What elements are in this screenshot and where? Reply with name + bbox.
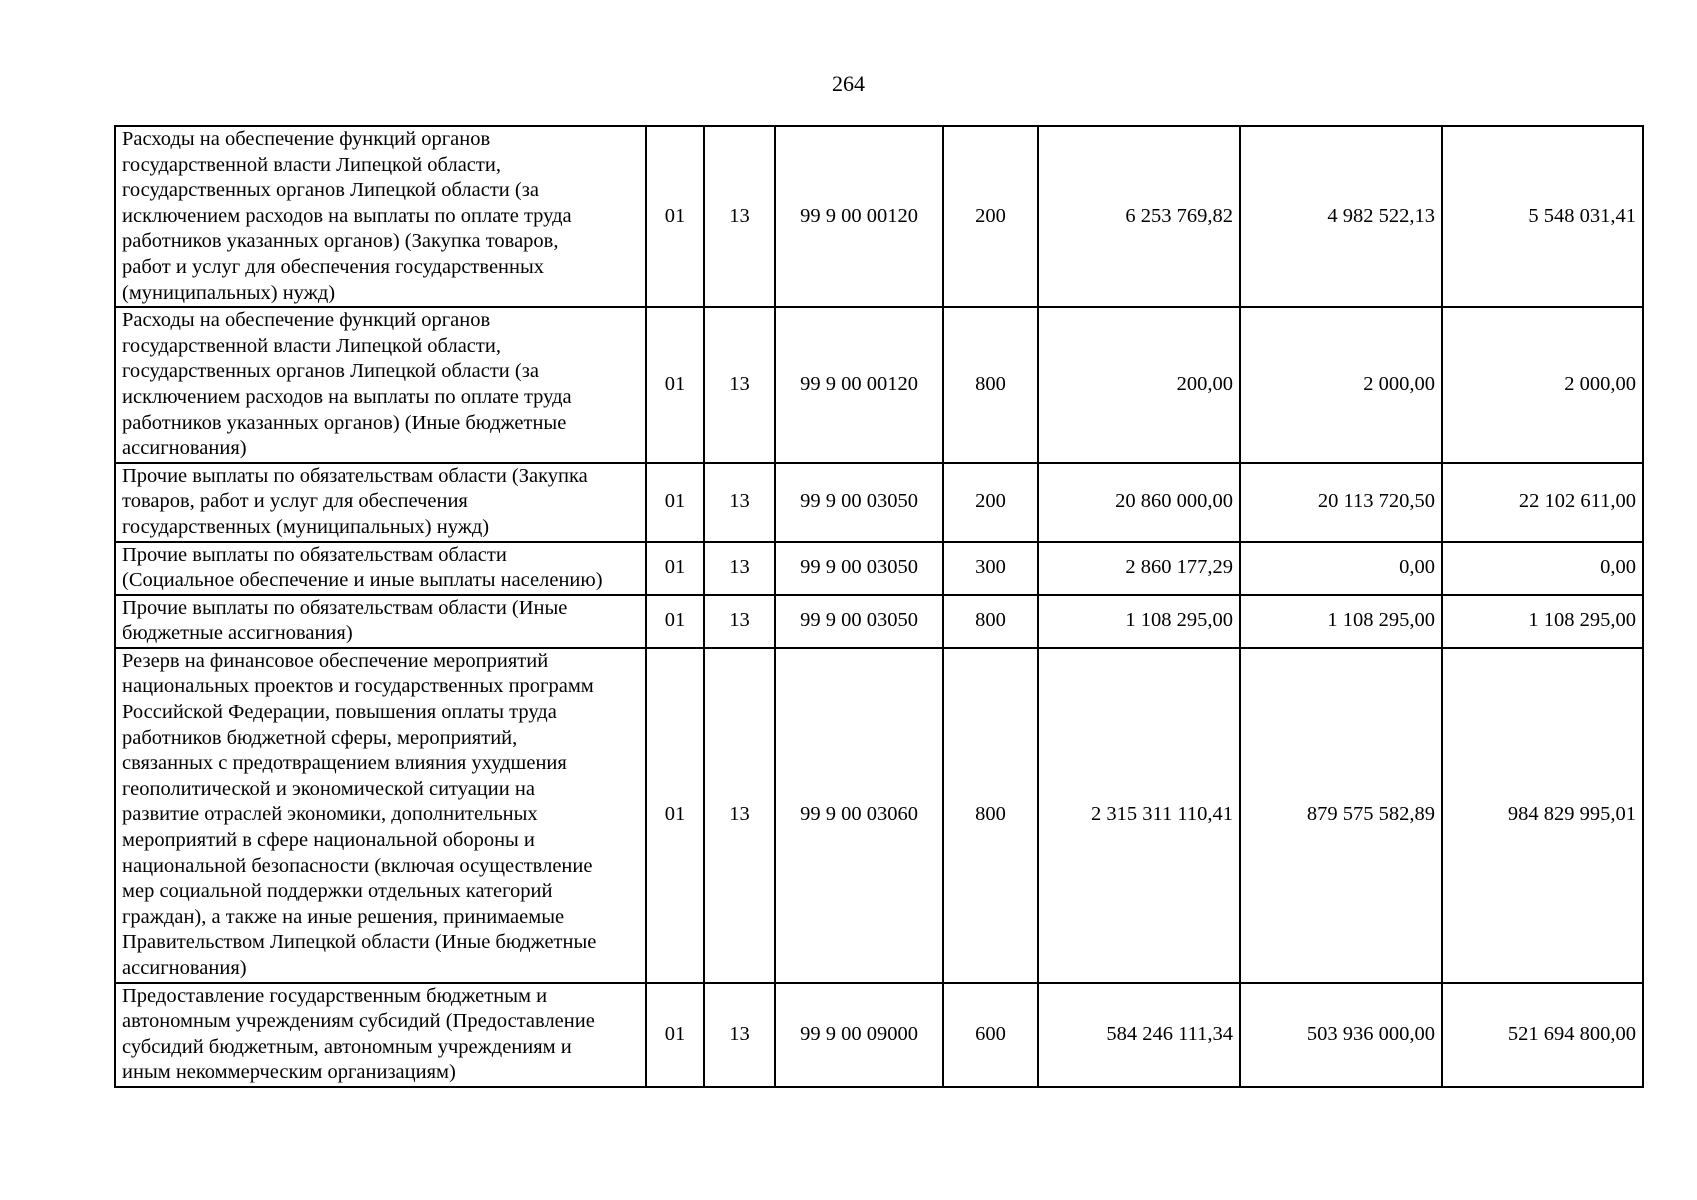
table-row bbox=[115, 648, 1643, 983]
description-line: мероприятий в сфере национальной обороны и bbox=[122, 829, 535, 852]
subsection-cell: 13 bbox=[704, 595, 775, 648]
amount-1-cell: 20 860 000,00 bbox=[1038, 463, 1240, 542]
section-cell: 01 bbox=[646, 126, 704, 307]
amount-1-cell: 584 246 111,34 bbox=[1038, 983, 1240, 1087]
expense-type-cell: 800 bbox=[943, 307, 1038, 463]
page-number: 264 bbox=[832, 71, 865, 96]
table-row bbox=[115, 463, 1643, 542]
description-line: исключением расходов на выплаты по оплате труда bbox=[122, 204, 572, 227]
description-line: государственных органов Липецкой области (за bbox=[122, 179, 539, 202]
amount-3-cell: 0,00 bbox=[1442, 542, 1643, 595]
amount-2-cell: 1 108 295,00 bbox=[1240, 595, 1442, 648]
amount-2-cell: 4 982 522,13 bbox=[1240, 126, 1442, 307]
description-line: государственной власти Липецкой области, bbox=[122, 334, 501, 357]
amount-2-cell: 20 113 720,50 bbox=[1240, 463, 1442, 542]
amount-3-cell: 1 108 295,00 bbox=[1442, 595, 1643, 648]
description-line: граждан), а также на иные решения, принимаемые bbox=[122, 905, 565, 928]
table-row bbox=[115, 542, 1643, 595]
amount-1-cell: 1 108 295,00 bbox=[1038, 595, 1240, 648]
target-article-cell: 99 9 00 03050 bbox=[775, 595, 943, 648]
expense-type-cell: 200 bbox=[943, 126, 1038, 307]
description-line: Расходы на обеспечение функций органов bbox=[122, 128, 491, 150]
description-cell bbox=[115, 463, 646, 542]
expense-type-cell: 800 bbox=[943, 648, 1038, 983]
description-line: Расходы на обеспечение функций органов bbox=[122, 309, 491, 332]
description-line: субсидий бюджетным, автономным учреждениям и bbox=[122, 1035, 572, 1058]
amount-2-cell: 0,00 bbox=[1240, 542, 1442, 595]
expense-type-cell: 800 bbox=[943, 595, 1038, 648]
description-line: (Социальное обеспечение и иные выплаты населению) bbox=[122, 569, 603, 592]
description-line: национальных проектов и государственных программ bbox=[122, 675, 594, 698]
description-line: связанных с предотвращением влияния ухудшения bbox=[122, 752, 567, 775]
description-line: геополитической и экономической ситуации на bbox=[122, 777, 535, 800]
target-article-cell: 99 9 00 00120 bbox=[775, 126, 943, 307]
description-line: товаров, работ и услуг для обеспечения bbox=[122, 490, 468, 513]
description-line: иным некоммерческим организациям) bbox=[122, 1061, 456, 1084]
expense-type-cell: 300 bbox=[943, 542, 1038, 595]
target-article-cell: 99 9 00 03060 bbox=[775, 648, 943, 983]
subsection-cell: 13 bbox=[704, 126, 775, 307]
section-cell: 01 bbox=[646, 595, 704, 648]
target-article-cell: 99 9 00 09000 bbox=[775, 983, 943, 1087]
amount-3-cell: 5 548 031,41 bbox=[1442, 126, 1643, 307]
description-line: бюджетные ассигнования) bbox=[122, 622, 353, 645]
description-line: мер социальной поддержки отдельных категорий bbox=[122, 880, 553, 903]
subsection-cell: 13 bbox=[704, 983, 775, 1087]
description-cell bbox=[115, 648, 646, 983]
amount-1-cell: 2 860 177,29 bbox=[1038, 542, 1240, 595]
amount-2-cell: 503 936 000,00 bbox=[1240, 983, 1442, 1087]
table-row bbox=[115, 126, 1643, 307]
description-line: (муниципальных) нужд) bbox=[122, 281, 336, 304]
description-line: работников указанных органов) (Иные бюджетные bbox=[122, 411, 567, 434]
section-cell: 01 bbox=[646, 542, 704, 595]
description-line: ассигнования) bbox=[122, 437, 247, 460]
amount-3-cell: 2 000,00 bbox=[1442, 307, 1643, 463]
amount-2-cell: 2 000,00 bbox=[1240, 307, 1442, 463]
description-line: государственных (муниципальных) нужд) bbox=[122, 515, 490, 538]
description-line: работников бюджетной сферы, мероприятий, bbox=[122, 726, 518, 749]
description-line: государственной власти Липецкой области, bbox=[122, 153, 501, 176]
target-article-cell: 99 9 00 03050 bbox=[775, 542, 943, 595]
target-article-cell: 99 9 00 03050 bbox=[775, 463, 943, 542]
amount-1-cell: 6 253 769,82 bbox=[1038, 126, 1240, 307]
description-line: Российской Федерации, повышения оплаты труда bbox=[122, 701, 557, 724]
description-line: Прочие выплаты по обязательствам области (Закупка bbox=[122, 464, 588, 487]
subsection-cell: 13 bbox=[704, 463, 775, 542]
table-row bbox=[115, 595, 1643, 648]
description-line: государственных органов Липецкой области (за bbox=[122, 360, 539, 383]
section-cell: 01 bbox=[646, 307, 704, 463]
expense-type-cell: 600 bbox=[943, 983, 1038, 1087]
description-line: национальной безопасности (включая осуществление bbox=[122, 854, 593, 877]
subsection-cell: 13 bbox=[704, 542, 775, 595]
section-cell: 01 bbox=[646, 463, 704, 542]
description-line: исключением расходов на выплаты по оплате труда bbox=[122, 385, 572, 408]
section-cell: 01 bbox=[646, 983, 704, 1087]
amount-1-cell: 200,00 bbox=[1038, 307, 1240, 463]
section-cell: 01 bbox=[646, 648, 704, 983]
amount-2-cell: 879 575 582,89 bbox=[1240, 648, 1442, 983]
subsection-cell: 13 bbox=[704, 648, 775, 983]
description-line: автономным учреждениям субсидий (Предоставление bbox=[122, 1010, 595, 1033]
description-line: работ и услуг для обеспечения государственных bbox=[122, 255, 545, 278]
expense-type-cell: 200 bbox=[943, 463, 1038, 542]
amount-3-cell: 521 694 800,00 bbox=[1442, 983, 1643, 1087]
amount-3-cell: 22 102 611,00 bbox=[1442, 463, 1643, 542]
description-line: Правительством Липецкой области (Иные бюджетные bbox=[122, 931, 597, 954]
amount-3-cell: 984 829 995,01 bbox=[1442, 648, 1643, 983]
amount-1-cell: 2 315 311 110,41 bbox=[1038, 648, 1240, 983]
budget-table-body bbox=[115, 126, 1643, 1087]
description-line: ассигнования) bbox=[122, 957, 247, 979]
description-cell bbox=[115, 983, 646, 1087]
description-cell bbox=[115, 595, 646, 648]
description-cell bbox=[115, 126, 646, 307]
description-line: работников указанных органов) (Закупка товаров, bbox=[122, 230, 559, 253]
table-row bbox=[115, 307, 1643, 463]
table-row bbox=[115, 983, 1643, 1087]
description-line: Резерв на финансовое обеспечение мероприятий bbox=[122, 649, 549, 672]
subsection-cell: 13 bbox=[704, 307, 775, 463]
description-line: Предоставление государственным бюджетным и bbox=[122, 984, 548, 1007]
budget-table bbox=[114, 125, 1644, 1088]
target-article-cell: 99 9 00 00120 bbox=[775, 307, 943, 463]
description-cell bbox=[115, 542, 646, 595]
description-line: Прочие выплаты по обязательствам области bbox=[122, 543, 507, 566]
description-cell bbox=[115, 307, 646, 463]
description-line: развитие отраслей экономики, дополнительных bbox=[122, 803, 538, 826]
description-line: Прочие выплаты по обязательствам области (Иные bbox=[122, 596, 568, 619]
